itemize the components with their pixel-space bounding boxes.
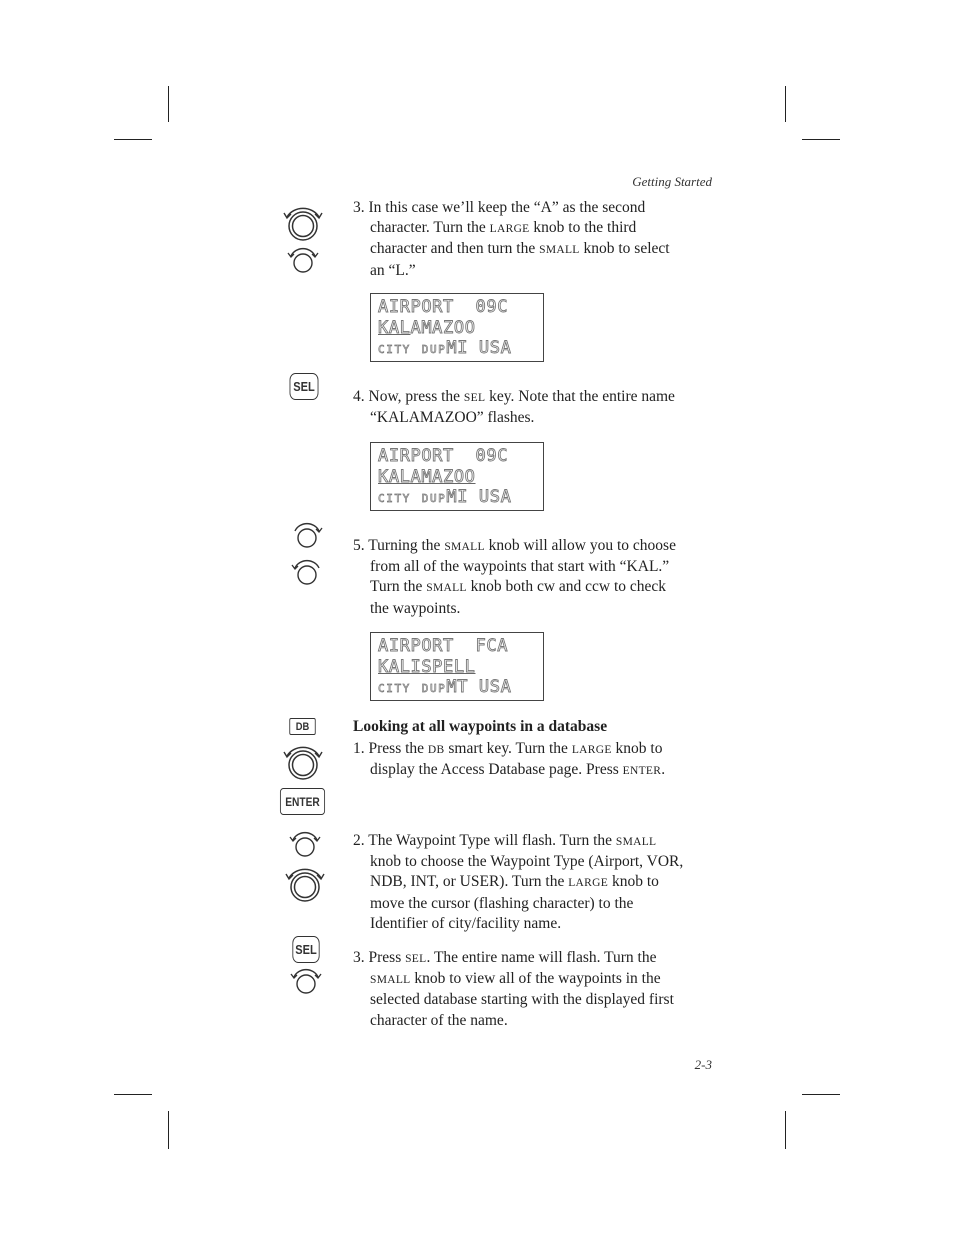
small-knob-icon — [291, 558, 323, 588]
db-step-1: 1. Press the DB smart key. Turn the LARGE knob to display the Access Database page. Press ENTER. — [353, 740, 666, 779]
sel-key-icon: SEL — [292, 936, 319, 963]
crop-mark — [802, 139, 840, 140]
crop-mark — [114, 139, 152, 140]
gps-screen-1: AIRPORT 09C KALAMAZOO CITY DUPMI USA — [370, 293, 544, 362]
section-heading: Looking at all waypoints in a database — [353, 718, 608, 735]
step-4-press-sel: 4. Now, press the SEL key. Note that the entire name “KALAMAZOO” flashes. — [353, 388, 675, 427]
gps-screen-3: AIRPORT FCA KALISPELL CITY DUPMT USA — [370, 632, 544, 701]
sel-key-icon: SEL — [290, 373, 319, 400]
crop-mark — [168, 86, 169, 122]
enter-key-icon: ENTER — [280, 788, 325, 815]
small-knob-icon — [291, 521, 323, 551]
large-knob-icon — [282, 743, 324, 783]
crop-mark — [785, 1111, 786, 1149]
gps-screen-2: AIRPORT 09C KALAMAZOO CITY DUPMI USA — [370, 442, 544, 511]
running-header: Getting Started — [632, 174, 712, 189]
crop-mark — [114, 1094, 152, 1095]
crop-mark — [802, 1094, 840, 1095]
step-3-keep-a: 3. In this case we’ll keep the “A” as the second character. Turn the LARGE knob to the third character and then turn the SMALL knob to select an “L.” — [353, 199, 670, 279]
crop-mark — [785, 86, 786, 122]
small-knob-icon — [290, 967, 322, 997]
crop-mark — [168, 1111, 169, 1149]
page-number: 2-3 — [694, 1057, 712, 1072]
db-key-icon: DB — [289, 718, 315, 735]
large-knob-icon — [284, 865, 326, 905]
small-knob-icon — [287, 246, 319, 276]
small-knob-icon — [289, 830, 321, 860]
large-knob-icon — [282, 204, 324, 244]
db-step-2: 2. The Waypoint Type will flash. Turn the SMALL knob to choose the Waypoint Type (Airport, VOR, NDB, INT, or USER). Turn the LARGE knob to move the cursor (flashing character) to the Identifier of city/facility name. — [353, 832, 684, 932]
db-step-3: 3. Press SEL. The entire name will flash. Turn the SMALL knob to view all of the waypoints in the selected database starting with the displayed first character of the name. — [353, 949, 674, 1029]
step-5-turn-small: 5. Turning the SMALL knob will allow you to choose from all of the waypoints that start with “KAL.” Turn the SMALL knob both cw and ccw to check the waypoints. — [353, 537, 676, 617]
